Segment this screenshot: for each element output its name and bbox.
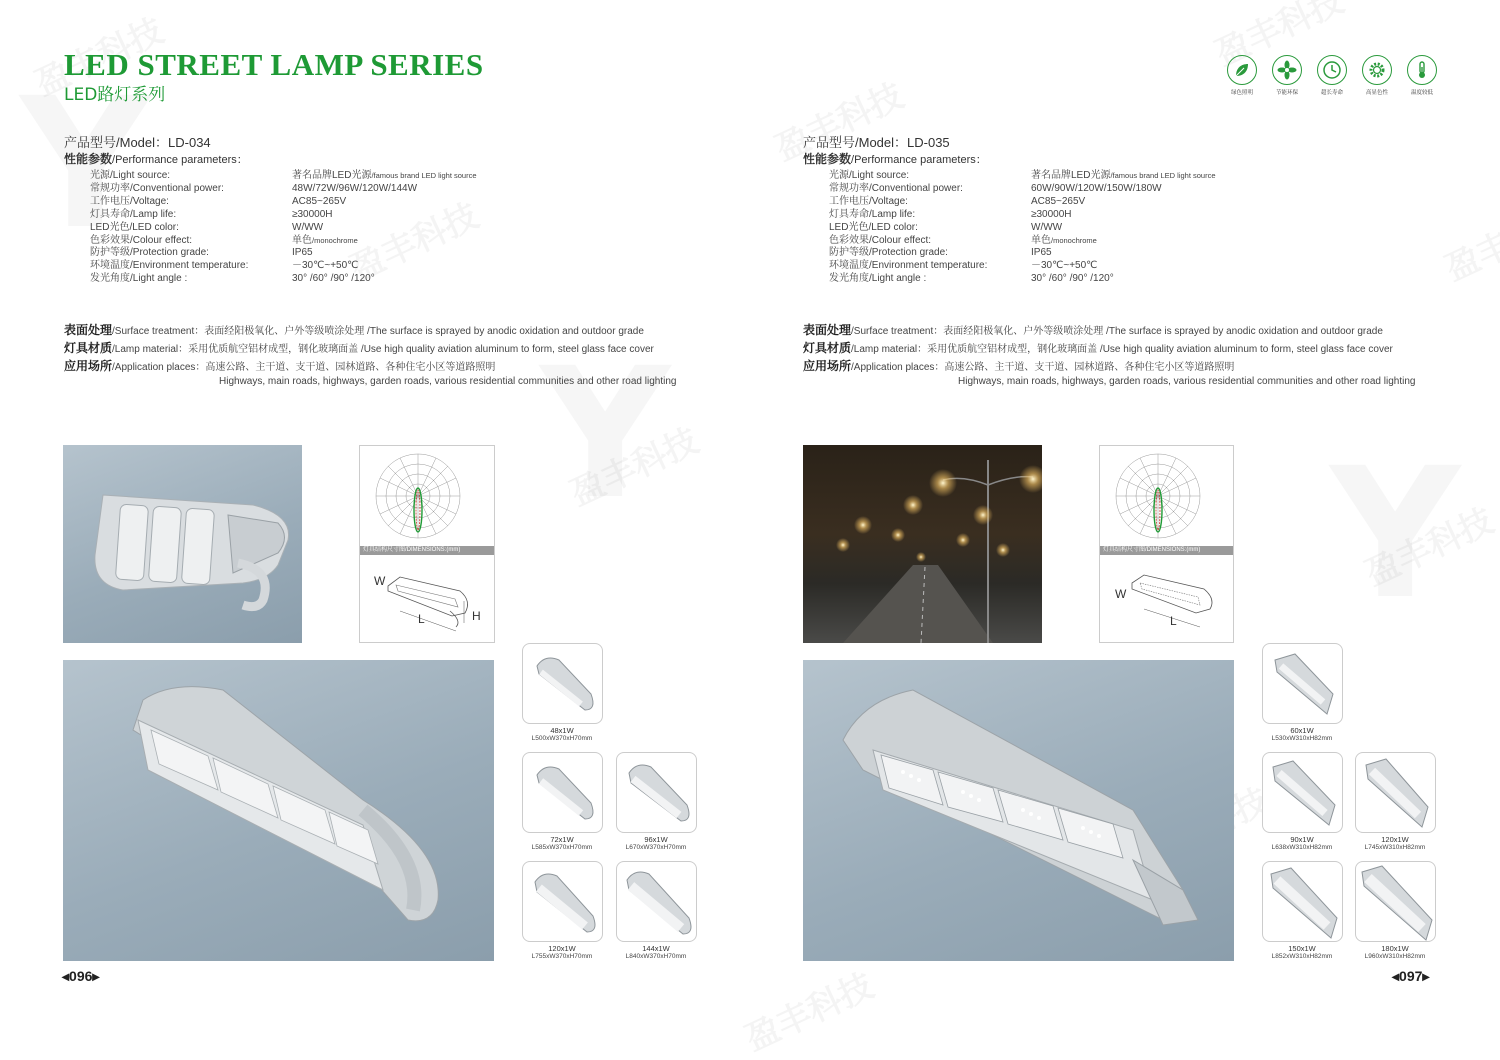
performance-heading: 性能参数/Performance parameters： xyxy=(803,152,987,166)
eco-label: 节能环保 xyxy=(1275,90,1298,96)
thumbnail-wattage: 180x1W xyxy=(1381,944,1409,953)
watermark-logo xyxy=(1330,430,1460,639)
dim-label-l: L xyxy=(1170,614,1177,628)
dim-label-w: W xyxy=(374,574,386,588)
page-title-cn: LED路灯系列 xyxy=(64,85,166,105)
product-thumbnail xyxy=(522,861,603,942)
spec-row: 常规功率/Conventional power: 48W/72W/96W/120W/144W xyxy=(90,182,418,194)
spec-table xyxy=(829,170,1216,286)
spec-row: 环境温度/Environment temperature: －30℃~+50℃ xyxy=(90,260,359,272)
spec-row: 光源/Light source: 著名品牌LED光源/famous brand LED light source xyxy=(829,170,1216,181)
gear-icon xyxy=(1362,55,1392,85)
thumbnail-wattage: 72x1W xyxy=(550,835,574,844)
thumbnail-wattage: 120x1W xyxy=(548,944,576,953)
spec-row: 光源/Light source: 著名品牌LED光源/famous brand LED light source xyxy=(90,170,477,181)
dimensions-caption: 灯具结构尺寸图/DIMENSIONS:(mm) xyxy=(1100,546,1233,555)
thumbnail-wattage: 60x1W xyxy=(1290,726,1314,735)
clock-icon xyxy=(1317,55,1347,85)
product-thumbnail xyxy=(1262,861,1343,942)
product-photo xyxy=(63,445,302,643)
thumbnail-dimensions: L852xW310xH82mm xyxy=(1271,953,1333,960)
thumbnail-wattage: 120x1W xyxy=(1381,835,1409,844)
product-photo-large xyxy=(63,660,494,961)
product-thumbnail xyxy=(1355,752,1436,833)
spec-table xyxy=(90,170,477,286)
spec-row: LED光色/LED color: W/WW xyxy=(90,221,324,233)
spec-row: 发光角度/Light angle : 30° /60° /90° /120° xyxy=(90,273,375,285)
spec-row: LED光色/LED color: W/WW xyxy=(829,221,1063,233)
performance-heading: 性能参数/Performance parameters： xyxy=(64,152,248,166)
thumbnail-dimensions: L745xW310xH82mm xyxy=(1364,844,1426,851)
light-distribution-diagram xyxy=(359,445,495,643)
product-thumbnail xyxy=(522,643,603,724)
page-number: ◂097▸ xyxy=(1392,968,1430,984)
light-distribution-diagram xyxy=(1099,445,1234,643)
product-thumbnail xyxy=(616,752,697,833)
spec-row: 常规功率/Conventional power: 60W/90W/120W/150W/180W xyxy=(829,182,1162,194)
spec-row: 发光角度/Light angle : 30° /60° /90° /120° xyxy=(829,273,1114,285)
product-thumbnail xyxy=(616,861,697,942)
spec-row: 工作电压/Voltage: AC85~265V xyxy=(90,195,347,207)
thumbnail-dimensions: L585xW370xH70mm xyxy=(531,844,593,851)
fan-icon xyxy=(1272,55,1302,85)
thumbnail-dimensions: L755xW370xH70mm xyxy=(531,953,593,960)
spec-row: 色彩效果/Colour effect: 单色/monochrome xyxy=(90,234,358,246)
product-description: 表面处理/Surface treatment：表面经阳极氧化、户外等级喷涂处理 /The surface is sprayed by anodic oxidation and outdoor grade 灯具材质/Lamp material：采用优质航空铝材成型，钢化玻璃面盖 /Use high quality aviation aluminum to form, steel glass face cover 应用场所/Application places：高速公路、主干道、支干道、园林道路、各种住宅小区等道路照明 Highways, main roads, highways, garden roads, various residential communities and other road lighting xyxy=(803,323,1416,387)
thumbnail-wattage: 96x1W xyxy=(644,835,668,844)
thumbnail-dimensions: L500xW370xH70mm xyxy=(531,735,593,742)
eco-label: 超长寿命 xyxy=(1320,90,1343,96)
page-number: ◂096▸ xyxy=(62,968,100,984)
product-thumbnail xyxy=(1262,643,1343,724)
thermometer-icon xyxy=(1407,55,1437,85)
eco-label: 高显色性 xyxy=(1365,90,1388,96)
watermark-text xyxy=(1356,494,1500,596)
thumbnail-dimensions: L638xW310xH82mm xyxy=(1271,844,1333,851)
eco-label: 温度较低 xyxy=(1410,90,1433,96)
leaf-icon xyxy=(1227,55,1257,85)
dim-label-w: W xyxy=(1115,587,1127,601)
thumbnail-wattage: 90x1W xyxy=(1290,835,1314,844)
thumbnail-dimensions: L670xW370xH70mm xyxy=(625,844,687,851)
product-description: 表面处理/Surface treatment：表面经阳极氧化、户外等级喷涂处理 /The surface is sprayed by anodic oxidation and outdoor grade 灯具材质/Lamp material：采用优质航空铝材成型，钢化玻璃面盖 /Use high quality aviation aluminum to form, steel glass face cover 应用场所/Application places：高速公路、主干道、支干道、园林道路、各种住宅小区等道路照明 Highways, main roads, highways, garden roads, various residential communities and other road lighting xyxy=(64,323,677,387)
product-thumbnail xyxy=(1355,861,1436,942)
product-thumbnail xyxy=(522,752,603,833)
spec-row: 色彩效果/Colour effect: 单色/monochrome xyxy=(829,234,1097,246)
model-number: 产品型号/Model：LD-034 xyxy=(64,135,211,150)
page-title-en: LED STREET LAMP SERIES xyxy=(64,47,484,82)
spec-row: 灯具寿命/Lamp life: ≥30000H xyxy=(90,208,333,220)
spec-row: 灯具寿命/Lamp life: ≥30000H xyxy=(829,208,1072,220)
dimensions-caption: 灯具结构尺寸图/DIMENSIONS:(mm) xyxy=(360,546,494,555)
dim-label-h: H xyxy=(472,609,481,623)
watermark-text xyxy=(561,414,705,516)
thumbnail-wattage: 150x1W xyxy=(1288,944,1316,953)
thumbnail-wattage: 144x1W xyxy=(642,944,670,953)
product-thumbnail xyxy=(1262,752,1343,833)
product-photo-large xyxy=(803,660,1234,961)
watermark-text xyxy=(736,959,880,1060)
thumbnail-dimensions: L960xW310xH82mm xyxy=(1364,953,1426,960)
spec-row: 防护等级/Protection grade: IP65 xyxy=(90,247,313,259)
thumbnail-dimensions: L530xW310xH82mm xyxy=(1271,735,1333,742)
spec-row: 防护等级/Protection grade: IP65 xyxy=(829,247,1052,259)
model-number: 产品型号/Model：LD-035 xyxy=(803,135,950,150)
eco-label: 绿色照明 xyxy=(1230,90,1253,96)
spec-row: 工作电压/Voltage: AC85~265V xyxy=(829,195,1086,207)
watermark-text xyxy=(1436,189,1500,291)
dim-label-l: L xyxy=(418,612,425,626)
application-photo xyxy=(803,445,1042,643)
thumbnail-wattage: 48x1W xyxy=(550,726,574,735)
thumbnail-dimensions: L840xW370xH70mm xyxy=(625,953,687,960)
spec-row: 环境温度/Environment temperature: －30℃~+50℃ xyxy=(829,260,1098,272)
